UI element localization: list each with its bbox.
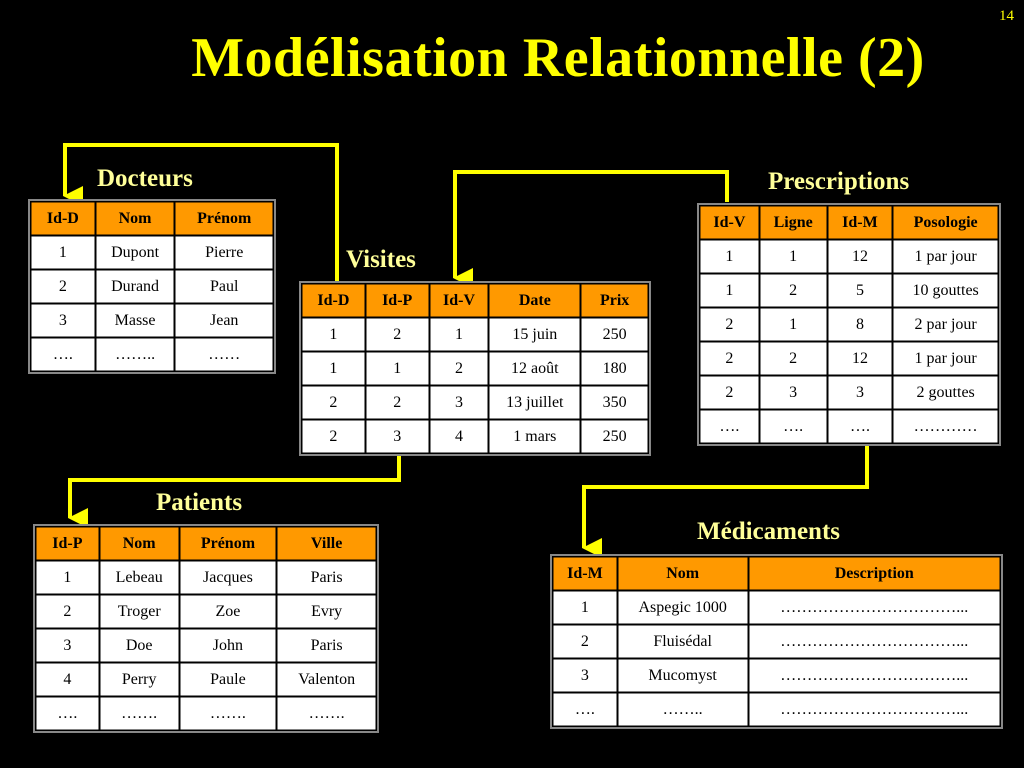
header-row xyxy=(700,206,999,240)
table-cell: 1 xyxy=(700,240,760,274)
table-row xyxy=(36,629,377,663)
table-cell: 2 xyxy=(365,386,429,420)
table-row xyxy=(31,270,274,304)
table-cell: 8 xyxy=(827,308,893,342)
table-cell: 1 par jour xyxy=(893,342,999,376)
table-cell: 3 xyxy=(31,304,96,338)
table-cell: …….. xyxy=(617,693,748,727)
table-row xyxy=(302,318,649,352)
table-cell: John xyxy=(179,629,277,663)
table-cell: 2 xyxy=(700,376,760,410)
table-medicaments xyxy=(552,556,1001,727)
header-row xyxy=(302,284,649,318)
table-row xyxy=(553,693,1001,727)
table-row xyxy=(302,386,649,420)
table-cell: 2 xyxy=(31,270,96,304)
table-cell: Paule xyxy=(179,663,277,697)
table-cell: Paris xyxy=(277,561,377,595)
column-header: Nom xyxy=(617,557,748,591)
table-cell: 3 xyxy=(759,376,827,410)
table-cell: Valenton xyxy=(277,663,377,697)
table-row xyxy=(36,561,377,595)
table-row xyxy=(302,352,649,386)
table-cell: Perry xyxy=(99,663,179,697)
table-cell: 12 xyxy=(827,342,893,376)
column-header: Nom xyxy=(99,527,179,561)
table-cell: 10 gouttes xyxy=(893,274,999,308)
table-row xyxy=(553,659,1001,693)
table-cell: 1 xyxy=(302,318,366,352)
table-cell: 2 gouttes xyxy=(893,376,999,410)
table-row xyxy=(700,410,999,444)
table-row xyxy=(553,625,1001,659)
table-row xyxy=(700,376,999,410)
table-cell: 2 xyxy=(759,342,827,376)
table-prescriptions xyxy=(699,205,999,444)
table-cell: Lebeau xyxy=(99,561,179,595)
table-cell: 1 par jour xyxy=(893,240,999,274)
table-cell: Evry xyxy=(277,595,377,629)
column-header: Nom xyxy=(95,202,175,236)
table-cell: 4 xyxy=(36,663,100,697)
table-cell: 1 xyxy=(759,308,827,342)
table-cell: 1 xyxy=(36,561,100,595)
table-cell: Troger xyxy=(99,595,179,629)
table-title-patients: Patients xyxy=(156,489,243,516)
table-row xyxy=(36,663,377,697)
page-number: 14 xyxy=(999,8,1014,24)
table-patients xyxy=(35,526,377,731)
table-cell: Paris xyxy=(277,629,377,663)
table-cell: 2 xyxy=(302,420,366,454)
table-cell: ……………………………... xyxy=(748,591,1001,625)
table-cell: ……. xyxy=(179,697,277,731)
column-header: Prénom xyxy=(179,527,277,561)
table-cell: …. xyxy=(553,693,618,727)
column-header: Id-M xyxy=(827,206,893,240)
table-cell: …… xyxy=(175,338,274,372)
table-cell: ……………………………... xyxy=(748,659,1001,693)
table-cell: 250 xyxy=(581,318,649,352)
column-header: Ville xyxy=(277,527,377,561)
table-cell: 1 xyxy=(700,274,760,308)
table-title-visites: Visites xyxy=(346,246,416,273)
table-docteurs xyxy=(30,201,274,372)
table-cell: 1 xyxy=(365,352,429,386)
table-title-prescriptions: Prescriptions xyxy=(768,168,910,195)
table-cell: 4 xyxy=(429,420,489,454)
table-row xyxy=(31,304,274,338)
table-row xyxy=(31,338,274,372)
table-cell: 1 mars xyxy=(489,420,581,454)
table-cell: Dupont xyxy=(95,236,175,270)
connector-prescriptions-visites xyxy=(455,172,727,278)
table-cell: 2 xyxy=(36,595,100,629)
column-header: Description xyxy=(748,557,1001,591)
table-cell: …. xyxy=(759,410,827,444)
table-cell: 2 xyxy=(553,625,618,659)
table-cell: 3 xyxy=(553,659,618,693)
table-cell: …. xyxy=(36,697,100,731)
table-cell: 350 xyxy=(581,386,649,420)
table-cell: …. xyxy=(827,410,893,444)
table-cell: 1 xyxy=(31,236,96,270)
header-row xyxy=(31,202,274,236)
table-cell: 2 xyxy=(365,318,429,352)
table-cell: 3 xyxy=(36,629,100,663)
table-cell: 1 xyxy=(553,591,618,625)
table-cell: ……………………………... xyxy=(748,625,1001,659)
table-row xyxy=(302,420,649,454)
table-cell: Jacques xyxy=(179,561,277,595)
table-cell: ……………………………... xyxy=(748,693,1001,727)
column-header: Id-M xyxy=(553,557,618,591)
table-cell: ………… xyxy=(893,410,999,444)
table-cell: 2 xyxy=(302,386,366,420)
table-cell: …. xyxy=(31,338,96,372)
table-row xyxy=(553,591,1001,625)
table-row xyxy=(700,308,999,342)
table-title-docteurs: Docteurs xyxy=(97,165,193,192)
table-row xyxy=(700,240,999,274)
table-cell: 2 xyxy=(759,274,827,308)
column-header: Id-V xyxy=(429,284,489,318)
table-cell: Mucomyst xyxy=(617,659,748,693)
table-cell: 5 xyxy=(827,274,893,308)
table-cell: Doe xyxy=(99,629,179,663)
table-cell: Pierre xyxy=(175,236,274,270)
table-cell: 1 xyxy=(759,240,827,274)
table-cell: 3 xyxy=(827,376,893,410)
table-cell: 3 xyxy=(365,420,429,454)
table-cell: Zoe xyxy=(179,595,277,629)
table-cell: 2 xyxy=(700,342,760,376)
column-header: Prénom xyxy=(175,202,274,236)
table-row xyxy=(700,342,999,376)
table-cell: Jean xyxy=(175,304,274,338)
table-cell: 13 juillet xyxy=(489,386,581,420)
table-row xyxy=(31,236,274,270)
column-header: Prix xyxy=(581,284,649,318)
table-cell: 1 xyxy=(429,318,489,352)
table-cell: 250 xyxy=(581,420,649,454)
table-cell: 180 xyxy=(581,352,649,386)
table-cell: 12 août xyxy=(489,352,581,386)
table-cell: 2 xyxy=(700,308,760,342)
table-cell: …….. xyxy=(95,338,175,372)
table-visites xyxy=(301,283,649,454)
column-header: Id-V xyxy=(700,206,760,240)
table-cell: 2 par jour xyxy=(893,308,999,342)
table-cell: Durand xyxy=(95,270,175,304)
table-cell: 3 xyxy=(429,386,489,420)
table-row xyxy=(36,595,377,629)
column-header: Id-D xyxy=(31,202,96,236)
table-cell: ……. xyxy=(99,697,179,731)
table-cell: 15 juin xyxy=(489,318,581,352)
table-cell: 1 xyxy=(302,352,366,386)
column-header: Ligne xyxy=(759,206,827,240)
column-header: Date xyxy=(489,284,581,318)
table-cell: …. xyxy=(700,410,760,444)
table-row xyxy=(36,697,377,731)
table-cell: Aspegic 1000 xyxy=(617,591,748,625)
table-cell: 12 xyxy=(827,240,893,274)
column-header: Posologie xyxy=(893,206,999,240)
column-header: Id-D xyxy=(302,284,366,318)
table-cell: ……. xyxy=(277,697,377,731)
table-cell: Masse xyxy=(95,304,175,338)
table-cell: Paul xyxy=(175,270,274,304)
header-row xyxy=(553,557,1001,591)
table-row xyxy=(700,274,999,308)
slide-title: Modélisation Relationnelle (2) xyxy=(191,27,925,89)
table-title-medicaments: Médicaments xyxy=(697,518,841,545)
table-cell: 2 xyxy=(429,352,489,386)
table-cell: Fluisédal xyxy=(617,625,748,659)
column-header: Id-P xyxy=(36,527,100,561)
header-row xyxy=(36,527,377,561)
column-header: Id-P xyxy=(365,284,429,318)
